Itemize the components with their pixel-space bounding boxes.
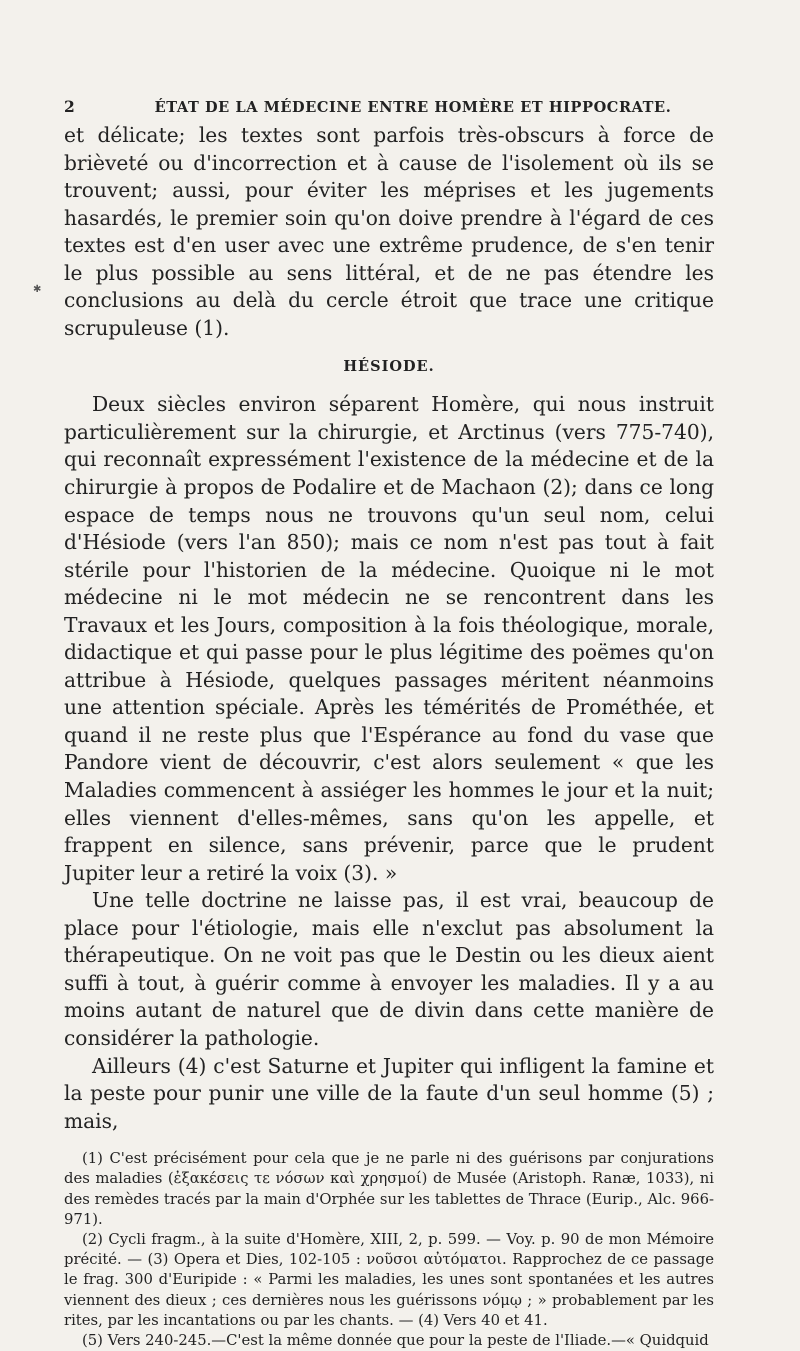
margin-mark: ✱	[33, 284, 42, 295]
paragraph-doctrine: Une telle doctrine ne laisse pas, il est vrai, beaucoup de place pour l'étiologie, mais elle n'exclut pas absolument la thérapeutique. On ne voit pas que le Destin ou les dieux aient suffi à tout, à guérir comme à envoyer les maladies. Il y a au moins autant de naturel que de divin dans cette manière de considérer la pathologie.	[64, 888, 714, 1050]
page-body	[64, 122, 714, 1351]
paragraph-hesiode: Deux siècles environ séparent Homère, qui nous instruit particulièrement sur la chirurgie, et Arctinus (vers 775-740), qui reconnaît expressément l'existence de la médecine et de la chirurgie à propos de Podalire et de Machaon (2); dans ce long espace de temps nous ne trouvons qu'un seul nom, celui d'Hésiode (vers l'an 850); mais ce nom n'est pas tout à fait stérile pour l'historien de la médecine. Quoique ni le mot médecine ni le mot médecin ne se rencontrent dans les Travaux et les Jours, composition à la fois théologique, morale, didactique et qui passe pour le plus légitime des poëmes qu'on attribue à Hésiode, quelques passages méritent néanmoins une attention spéciale. Après les témérités de Prométhée, et quand il ne reste plus que l'Espérance au fond du vase que Pandore vient de découvrir, c'est alors seulement « que les Maladies commencent à assiéger les hommes le jour et la nuit; elles viennent d'elles-mêmes, sans qu'on les appelle, et frappent en silence, sans prévenir, parce que le prudent Jupiter leur a retiré la voix (3). »	[64, 392, 714, 885]
running-header	[64, 97, 714, 116]
footnote-1: (1) C'est précisément pour cela que je ne parle ni des guérisons par conjurations des maladies (ἐξακέσεις τε νόσων καὶ χρησμοί) de Musée (Aristoph. Ranæ, 1033), ni des remèdes tracés par la main d'Orphée sur les tablettes de Thrace (Eurip., Alc. 966-971).	[64, 1150, 714, 1228]
running-title: ÉTAT DE LA MÉDECINE ENTRE HOMÈRE ET HIPPOCRATE.	[154, 99, 672, 116]
paragraph-intro: et délicate; les textes sont parfois très-obscurs à force de brièveté ou d'incorrection et à cause de l'isolement où ils se trouvent; aussi, pour éviter les méprises et les jugements hasardés, le premier soin qu'on doive prendre à l'égard de ces textes est d'en user avec une extrême prudence, de s'en tenir le plus possible au sens littéral, et de ne pas étendre les conclusions au delà du cercle étroit que trace une critique scrupuleuse (1).	[64, 123, 714, 340]
footnote-5: (5) Vers 240-245.—C'est la même donnée que pour la peste de l'Iliade.—« Quidquid	[82, 1331, 709, 1349]
footnotes	[64, 1149, 714, 1351]
paragraph-ailleurs: Ailleurs (4) c'est Saturne et Jupiter qui infligent la famine et la peste pour punir une ville de la faute d'un seul homme (5) ; mais,	[64, 1053, 714, 1133]
footnote-2-4: (2) Cycli fragm., à la suite d'Homère, XIII, 2, p. 599. — Voy. p. 90 de mon Mémoire précité. — (3) Opera et Dies, 102-105 : νοῦσοι αὐτόματοι. Rapprochez de ce passage le frag. 300 d'Euripide : « Parmi les maladies, les unes sont spontanées et les autres viennent des dieux ; ces dernières nous les guérissons νόμῳ ; » probablement par les rites, par les incantations ou par les chants. — (4) Vers 40 et 41.	[64, 1230, 714, 1329]
page-number: 2	[64, 97, 76, 116]
section-title: HÉSIODE.	[343, 358, 435, 376]
